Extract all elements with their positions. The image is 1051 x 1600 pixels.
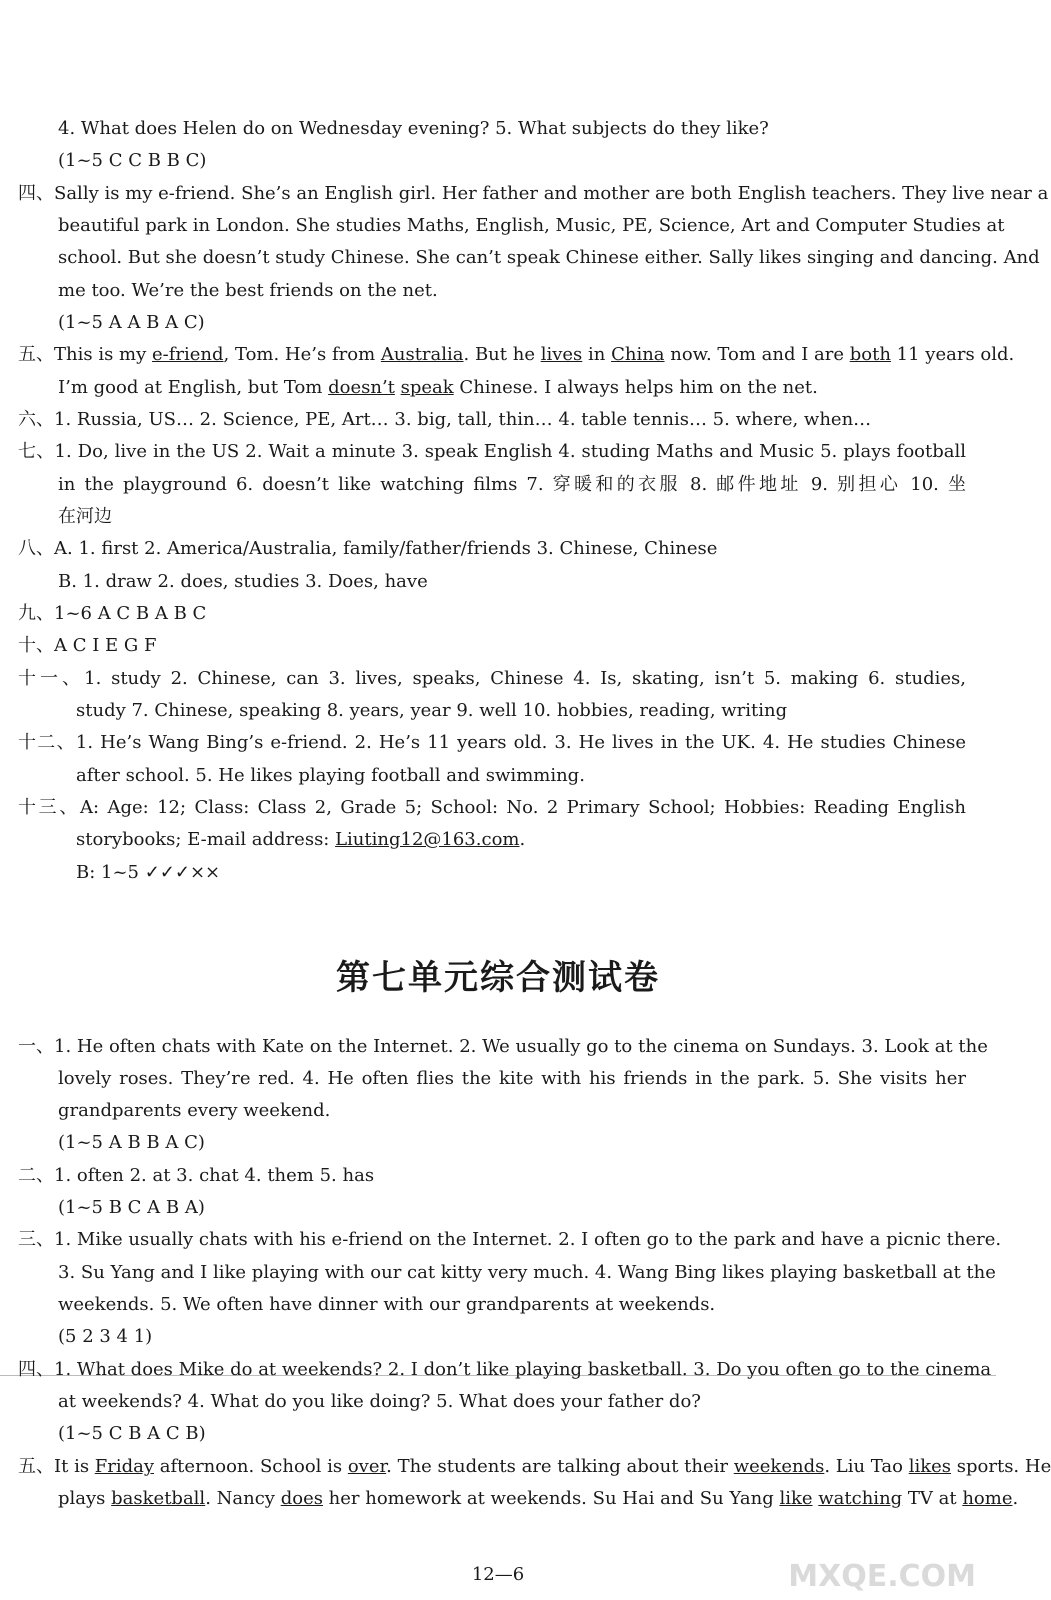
text-span: 五、This is my [18,344,152,365]
section-title: 第七单元综合测试卷 [336,958,660,998]
text-line: B. 1. draw 2. does, studies 3. Does, have [58,571,428,592]
text-line: 四、1. What does Mike do at weekends? 2. I don’t like playing basketball. 3. Do you often go to the cinema [18,1359,992,1380]
text-line: 七、1. Do, live in the US 2. Wait a minute 3. speak English 4. studing Maths and Music 5. plays football [18,441,966,462]
text-line: me too. We’re the best friends on the net. [58,280,438,301]
underlined-word: watching [818,1488,903,1509]
text-span: sports. He [951,1456,1051,1477]
underlined-word: doesn’t [328,377,395,398]
text-span: . Nancy [205,1488,281,1509]
underlined-word: home [962,1488,1013,1509]
underlined-word: Australia [380,344,464,365]
watermark-logo: MXQE.COM [788,1559,976,1594]
text-line: (1~5 C B A C B) [58,1423,206,1444]
text-line [0,342,1015,368]
text-line: 三、1. Mike usually chats with his e-friend on the Internet. 2. I often go to the park and have a picnic there. [18,1229,1002,1250]
text-line: (1~5 B C A B A) [58,1197,205,1218]
text-span: . Liu Tao [824,1456,909,1477]
underlined-word: does [280,1488,323,1509]
text-span: TV at [902,1488,963,1509]
text-span: I’m good at English, but Tom [58,377,329,398]
text-line: B: 1~5 ✓✓✓×× [76,862,221,883]
text-span: . [1012,1488,1019,1509]
text-line: (1~5 A A B A C) [58,312,205,333]
text-line: school. But she doesn’t study Chinese. She can’t speak Chinese either. Sally likes singing and dancing. And [58,247,1040,268]
underlined-word: over [347,1456,387,1477]
text-line: 4. What does Helen do on Wednesday evening? 5. What subjects do they like? [58,118,769,139]
text-span: . The students are talking about their [386,1456,734,1477]
text-line: 十二、1. He’s Wang Bing’s e-friend. 2. He’s 11 years old. 3. He lives in the UK. 4. He studies Chinese [18,732,966,753]
text-line: 3. Su Yang and I like playing with our cat kitty very much. 4. Wang Bing likes playing basketball at the [58,1262,996,1283]
text-span: afternoon. School is [154,1456,348,1477]
text-line: (1~5 C C B B C) [58,150,207,171]
text-line: 八、A. 1. first 2. America/Australia, family/father/friends 3. Chinese, Chinese [18,538,718,559]
underlined-word: both [849,344,891,365]
text-line: 二、1. often 2. at 3. chat 4. them 5. has [18,1165,375,1186]
text-line: study 7. Chinese, speaking 8. years, year 9. well 10. hobbies, reading, writing [76,700,788,721]
text-span: storybooks; E-mail address: [76,829,336,850]
underlined-word: speak [400,377,454,398]
underlined-word: weekends [733,1456,825,1477]
text-line: 十三、A: Age: 12; Class: Class 2, Grade 5; School: No. 2 Primary School; Hobbies: Reading English [18,797,966,818]
text-line: 一、1. He often chats with Kate on the Internet. 2. We usually go to the cinema on Sundays. 3. Look at the [18,1036,988,1057]
text-line: lovely roses. They’re red. 4. He often flies the kite with his friends in the park. 5. She visits her [58,1068,966,1089]
text-span: , Tom. He’s from [223,344,381,365]
text-line [0,375,996,401]
text-span: Chinese. I always helps him on the net. [453,377,818,398]
text-line: beautiful park in London. She studies Maths, English, Music, PE, Science, Art and Computer Studies at [58,215,1005,236]
text-span: in [582,344,612,365]
text-span: 11 years old. [890,344,1015,365]
text-line: grandparents every weekend. [58,1100,331,1121]
text-span: now. Tom and I are [664,344,850,365]
text-line: in the playground 6. doesn’t like watching films 7. 穿暖和的衣服 8. 邮件地址 9. 别担心 10. 坐 [58,474,966,495]
underlined-word: likes [908,1456,952,1477]
text-span: plays [58,1488,112,1509]
page-number: 12—6 [471,1564,525,1585]
text-line: 九、1~6 A C B A B C [18,603,207,624]
text-line: 六、1. Russia, US… 2. Science, PE, Art… 3. big, tall, thin… 4. table tennis… 5. where, when… [18,409,872,430]
text-span: . [519,829,526,850]
text-line [0,827,996,853]
underlined-word: e-friend [152,344,224,365]
underlined-word: Friday [94,1456,155,1477]
text-line: (1~5 A B B A C) [58,1132,205,1153]
underlined-word: basketball [111,1488,206,1509]
text-span: 五、It is [18,1456,95,1477]
underlined-word: lives [540,344,583,365]
text-line: 在河边 [58,506,112,527]
text-line: 四、Sally is my e-friend. She’s an English girl. Her father and mother are both English teachers. They live near a [18,183,1049,204]
text-line [0,1486,1019,1512]
underlined-word: like [779,1488,813,1509]
text-line: weekends. 5. We often have dinner with our grandparents at weekends. [58,1294,716,1315]
text-span: her homework at weekends. Su Hai and Su Yang [322,1488,780,1509]
text-line: (5 2 3 4 1) [58,1326,153,1347]
email-address: Liuting12@163.com [335,829,520,850]
text-line: 十一、1. study 2. Chinese, can 3. lives, speaks, Chinese 4. Is, skating, isn’t 5. making 6. studies, [18,668,966,689]
text-line [0,1454,1051,1480]
text-span: . But he [463,344,541,365]
text-line: at weekends? 4. What do you like doing? 5. What does your father do? [58,1391,701,1412]
text-line: after school. 5. He likes playing football and swimming. [76,765,585,786]
text-line: 十、A C I E G F [18,635,157,656]
underlined-word: China [611,344,665,365]
